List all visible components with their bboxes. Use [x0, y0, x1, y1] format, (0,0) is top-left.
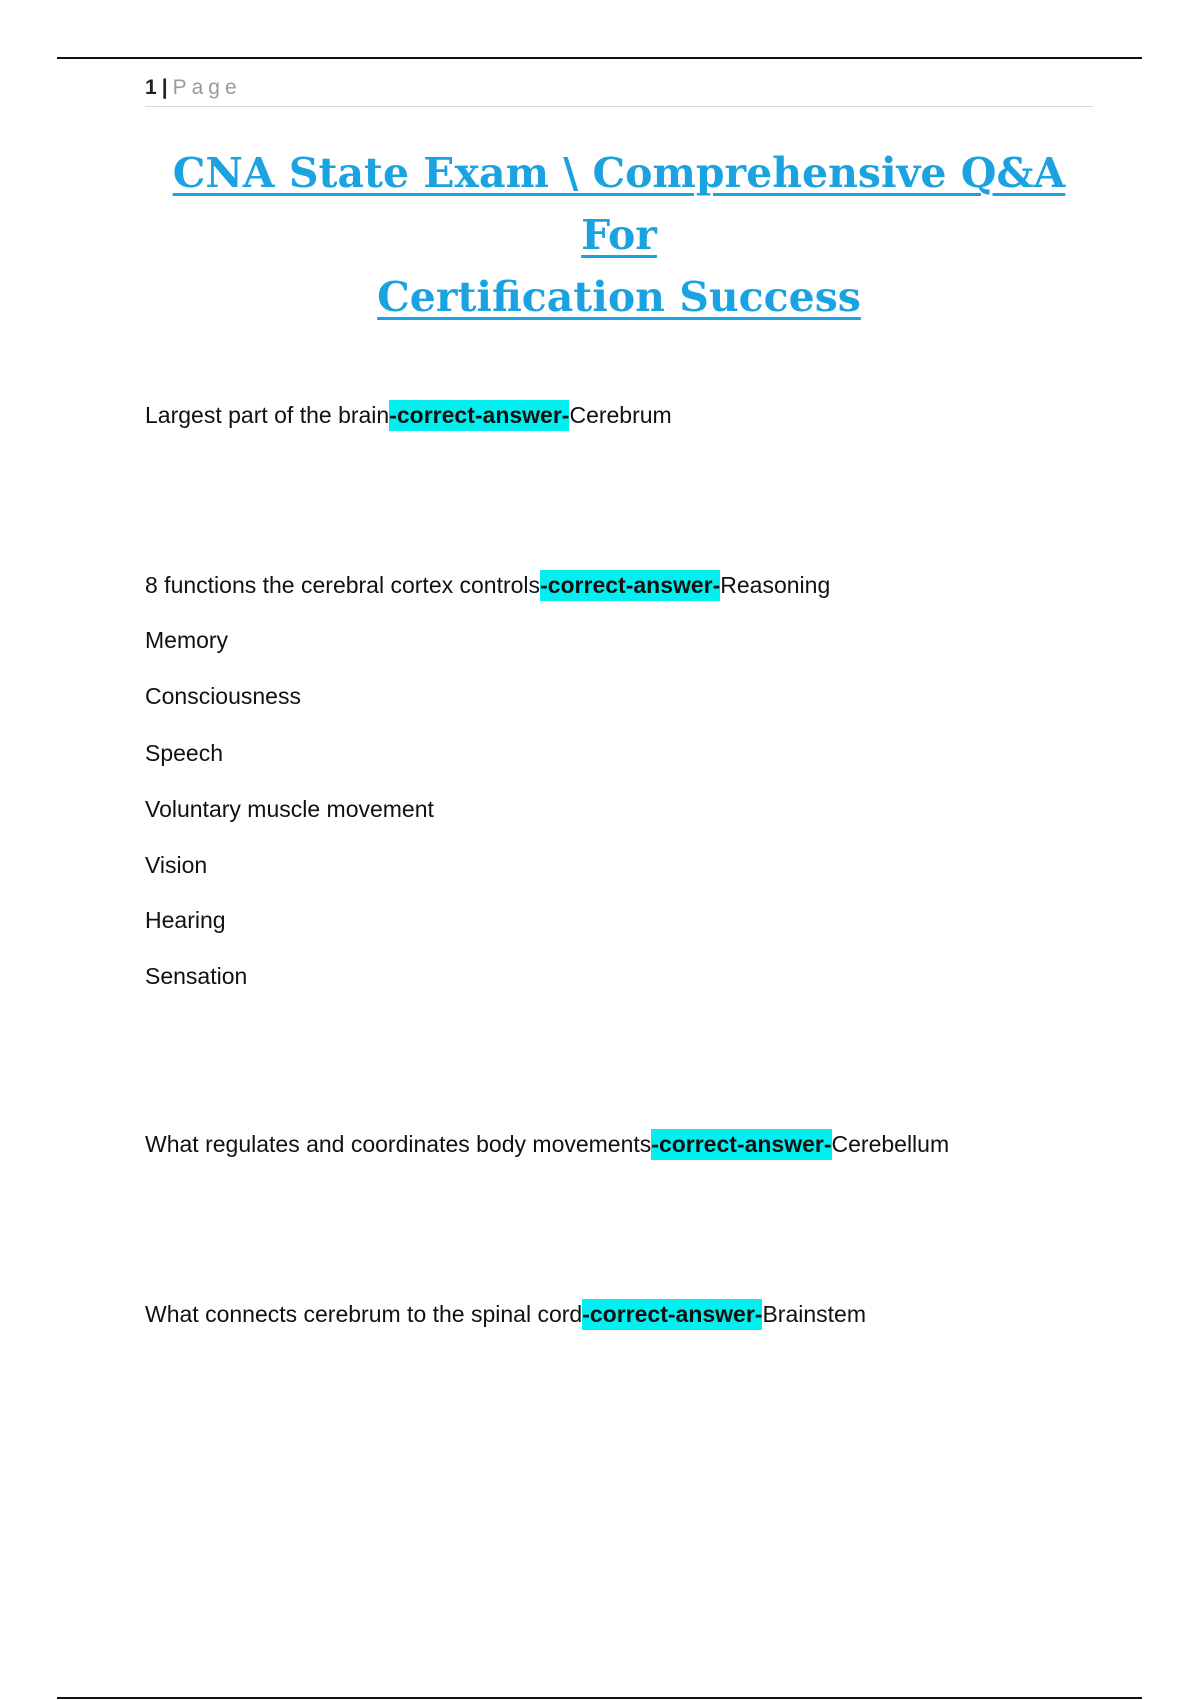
top-rule	[57, 57, 1142, 59]
question-text: What regulates and coordinates body movements	[145, 1131, 652, 1157]
answer-text: Brainstem	[762, 1301, 866, 1327]
correct-answer-tag: -correct-answer-	[540, 570, 720, 601]
page-separator: |	[161, 76, 169, 99]
page-word: Page	[172, 76, 242, 99]
page-header	[145, 72, 1093, 107]
correct-answer-tag: -correct-answer-	[582, 1299, 762, 1330]
answer-line-sensation: Sensation	[145, 963, 248, 989]
qa-item-1	[145, 400, 1105, 430]
answer-line-hearing: Hearing	[145, 907, 226, 933]
answer-text: Cerebellum	[831, 1131, 950, 1157]
qa-item-4	[145, 1299, 1105, 1329]
title-line-1: CNA State Exam \ Comprehensive Q&A For	[172, 149, 1066, 259]
answer-line-voluntary-muscle-movement: Voluntary muscle movement	[145, 796, 434, 822]
answer-text: Cerebrum	[569, 402, 672, 428]
correct-answer-tag: -correct-answer-	[651, 1129, 831, 1160]
question-text: Largest part of the brain	[145, 402, 390, 428]
answer-line-vision: Vision	[145, 852, 208, 878]
document-title	[145, 142, 1093, 328]
correct-answer-tag: -correct-answer-	[389, 400, 569, 431]
page-number: 1	[145, 76, 158, 99]
question-text: What connects cerebrum to the spinal cord	[145, 1301, 583, 1327]
answer-line-speech: Speech	[145, 740, 224, 766]
question-text: 8 functions the cerebral cortex controls	[145, 572, 541, 598]
answer-line-consciousness: Consciousness	[145, 683, 301, 709]
bottom-rule	[57, 1697, 1142, 1699]
qa-item-2	[145, 570, 1105, 600]
title-line-2: Certification Success	[377, 273, 861, 321]
answer-text: Reasoning	[720, 572, 831, 598]
qa-item-3	[145, 1129, 1105, 1159]
answer-line-memory: Memory	[145, 627, 229, 653]
